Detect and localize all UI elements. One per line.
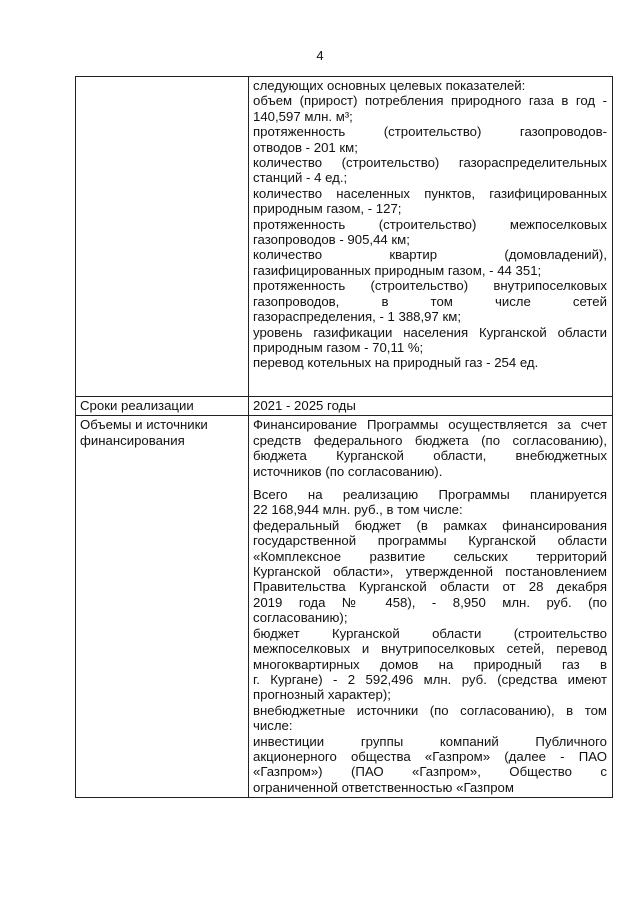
- text-line: объем (прирост) потребления природного газа в год -: [253, 93, 607, 109]
- text-line: межпоселковых и внутрипоселковых сетей, перевод: [253, 641, 607, 657]
- text-line: количество населенных пунктов, газифицированных: [253, 185, 607, 201]
- paragraph: [253, 78, 607, 93]
- text-line: государственной программы Курганской области: [253, 533, 607, 549]
- text-line: средств федерального бюджета (по согласованию),: [253, 432, 607, 448]
- row-label: Сроки реализации: [80, 398, 194, 413]
- text-line: газораспределения, - 1 388,97 км;: [253, 309, 462, 325]
- row-label-cell: [76, 416, 249, 798]
- text-line: Финансирование Программы осуществляется за счет: [253, 417, 607, 433]
- text-line: «Комплексное развитие сельских территорий: [253, 548, 607, 564]
- text-line: 2019 года № 458), - 8,950 млн. руб. (по: [253, 594, 607, 610]
- paragraph: [253, 703, 607, 734]
- text-line: станций - 4 ед.;: [253, 170, 348, 186]
- text-line: 140,597 млн. м³;: [253, 108, 353, 124]
- text-line: ограниченной ответственностью «Газпром: [253, 779, 514, 795]
- text-line: источников (по согласованию).: [253, 463, 443, 479]
- text-line: многоквартирных домов на природный газ в: [253, 656, 607, 672]
- text-line: числе:: [253, 718, 293, 734]
- text-line: «Газпром») (ПАО «Газпром», Общество с: [253, 764, 607, 780]
- text-line: г. Кургане) - 2 592,496 млн. руб. (средства имеют: [253, 671, 607, 687]
- text-line: протяженность (строительство) внутрипоселковых: [253, 278, 607, 294]
- table-row: [76, 397, 613, 416]
- text-line: бюджета Курганской области, внебюджетных: [253, 448, 607, 464]
- text-line: перевод котельных на природный газ - 254 ед.: [253, 355, 539, 371]
- passport-table: [75, 76, 613, 798]
- row-label: Объемы и источники: [80, 417, 208, 433]
- financing-cell: [249, 416, 613, 798]
- text-line: уровень газификации населения Курганской области: [253, 324, 607, 340]
- paragraph: [253, 247, 607, 278]
- text-line: Правительства Курганской области от 28 декабря: [253, 579, 607, 595]
- paragraph: [253, 417, 607, 479]
- text-line: количество (строительство) газораспределительных: [253, 155, 607, 171]
- text-line: 22 168,944 млн. руб., в том числе:: [253, 502, 463, 518]
- paragraph: [253, 325, 607, 356]
- text-line: инвестиции группы компаний Публичного: [253, 733, 607, 749]
- text-line: Всего на реализацию Программы планируется: [253, 487, 607, 503]
- text-line: природным газом - 70,11 %;: [253, 339, 424, 355]
- row-label-cell: [76, 77, 249, 397]
- text-line: природным газом, - 127;: [253, 201, 402, 217]
- paragraph: [253, 355, 607, 370]
- row-label: финансирования: [80, 432, 185, 448]
- text-line: протяженность (строительство) межпоселковых: [253, 216, 607, 232]
- row-label-cell: [76, 397, 249, 416]
- paragraph: [253, 278, 607, 324]
- text-line: газопроводов, в том числе сетей: [253, 293, 607, 309]
- text-line: прогнозный характер);: [253, 687, 391, 703]
- text-line: количество квартир (домовладений),: [253, 247, 607, 263]
- table-row: [76, 416, 613, 798]
- text-line: согласованию);: [253, 610, 348, 626]
- text-line: Курганской области», утвержденной постановлением: [253, 564, 607, 580]
- paragraph: [253, 626, 607, 703]
- text-line: отводов - 201 км;: [253, 139, 358, 155]
- paragraph: [253, 155, 607, 186]
- text-line: бюджет Курганской области (строительство: [253, 625, 607, 641]
- table-row: [76, 77, 613, 397]
- target-indicators-cell: [249, 77, 613, 397]
- paragraph: [253, 734, 607, 796]
- paragraph: [253, 93, 607, 124]
- paragraph: [253, 487, 607, 518]
- text-line: протяженность (строительство) газопроводов-: [253, 124, 607, 140]
- page-number: 4: [316, 48, 324, 63]
- text-line: внебюджетные источники (по согласованию), в том: [253, 702, 607, 718]
- paragraph: [253, 124, 607, 155]
- text-line: следующих основных целевых показателей:: [253, 78, 526, 93]
- paragraph: [253, 518, 607, 626]
- text-line: федеральный бюджет (в рамках финансирования: [253, 517, 607, 533]
- implementation-period-cell: [249, 397, 613, 416]
- text-line: газопроводов - 905,44 км;: [253, 232, 410, 248]
- text-line: акционерного общества «Газпром» (далее - ПАО: [253, 748, 607, 764]
- implementation-period: 2021 - 2025 годы: [253, 398, 356, 413]
- text-line: газифицированных природным газом, - 44 351;: [253, 262, 542, 278]
- paragraph: [253, 186, 607, 217]
- paragraph: [253, 217, 607, 248]
